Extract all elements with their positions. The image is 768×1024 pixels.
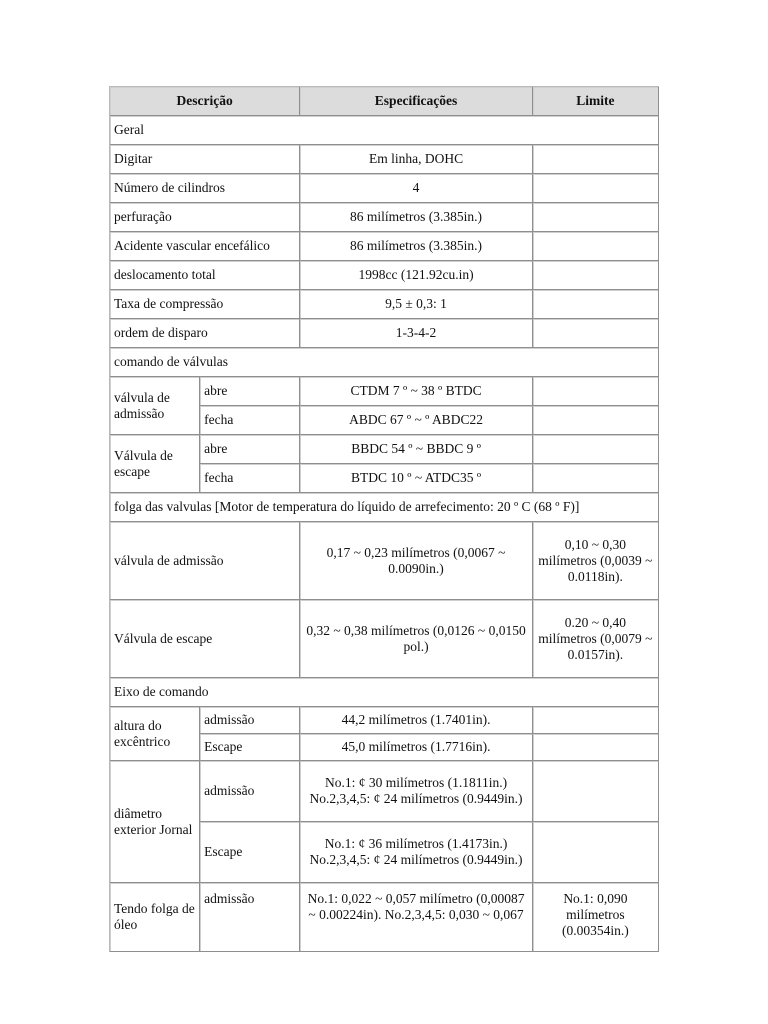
row-group-label: diâmetro exterior Jornal xyxy=(110,761,200,883)
row-label: Acidente vascular encefálico xyxy=(110,232,300,261)
section-valve-timing: comando de válvulas xyxy=(110,348,659,377)
section-valve-clearance: folga das valvulas [Motor de temperatura do líquido de arrefecimento: 20 º C (68 º F)] xyxy=(110,493,659,522)
table-row xyxy=(110,761,659,822)
row-sublabel: admissão xyxy=(200,883,300,952)
row-sublabel: admissão xyxy=(200,761,300,822)
header-limit: Limite xyxy=(533,87,659,116)
row-limit xyxy=(533,319,659,348)
row-value: 45,0 milímetros (1.7716in). xyxy=(300,734,532,761)
row-value: 86 milímetros (3.385in.) xyxy=(300,203,532,232)
row-value: No.1: ¢ 36 milímetros (1.4173in.) No.2,3,4,5: ¢ 24 milímetros (0.9449in.) xyxy=(300,822,532,883)
row-group-label: altura do excêntrico xyxy=(110,707,200,761)
table-row xyxy=(110,435,659,464)
row-value-text: No.1: 0,022 ~ 0,057 milímetro (0,00087 ~ 0.00224in). No.2,3,4,5: 0,030 ~ 0,067 xyxy=(307,891,525,922)
row-label: perfuração xyxy=(110,203,300,232)
row-value: CTDM 7 º ~ 38 º BTDC xyxy=(300,377,532,406)
row-group-label: Válvula de escape xyxy=(110,435,200,493)
row-limit xyxy=(533,203,659,232)
row-value: BBDC 54 º ~ BBDC 9 º xyxy=(300,435,532,464)
row-limit xyxy=(533,261,659,290)
row-limit xyxy=(533,761,659,822)
row-label: válvula de admissão xyxy=(110,522,300,600)
table-row xyxy=(110,707,659,734)
row-value: BTDC 10 º ~ ATDC35 º xyxy=(300,464,532,493)
row-value: 4 xyxy=(300,174,532,203)
row-sublabel: admissão xyxy=(200,707,300,734)
row-value: No.1: ¢ 30 milímetros (1.1811in.) No.2,3,4,5: ¢ 24 milímetros (0.9449in.) xyxy=(300,761,532,822)
row-value: ABDC 67 º ~ º ABDC22 xyxy=(300,406,532,435)
row-limit xyxy=(533,734,659,761)
row-limit: No.1: 0,090 milímetros (0.00354in.) xyxy=(533,883,659,952)
row-value: 44,2 milímetros (1.7401in). xyxy=(300,707,532,734)
row-limit xyxy=(533,406,659,435)
table-row xyxy=(110,261,659,290)
row-limit xyxy=(533,174,659,203)
header-description: Descrição xyxy=(110,87,300,116)
table-row xyxy=(110,883,659,952)
row-limit xyxy=(533,145,659,174)
row-limit xyxy=(533,377,659,406)
table-row xyxy=(110,290,659,319)
table-row xyxy=(110,203,659,232)
row-label: Válvula de escape xyxy=(110,600,300,678)
row-limit xyxy=(533,464,659,493)
row-group-label: Tendo folga de óleo xyxy=(110,883,200,952)
row-limit: 0.20 ~ 0,40 milímetros (0,0079 ~ 0.0157in). xyxy=(533,600,659,678)
table-row xyxy=(110,600,659,678)
row-sublabel: Escape xyxy=(200,734,300,761)
row-label: deslocamento total xyxy=(110,261,300,290)
header-specifications: Especificações xyxy=(300,87,532,116)
row-label: Digitar xyxy=(110,145,300,174)
row-limit xyxy=(533,232,659,261)
row-group-label: válvula de admissão xyxy=(110,377,200,435)
row-sublabel: abre xyxy=(200,435,300,464)
row-value: 1998cc (121.92cu.in) xyxy=(300,261,532,290)
section-general: Geral xyxy=(110,116,659,145)
row-sublabel: fecha xyxy=(200,464,300,493)
row-label: ordem de disparo xyxy=(110,319,300,348)
table-row xyxy=(110,522,659,600)
row-label: Taxa de compressão xyxy=(110,290,300,319)
row-value: Em linha, DOHC xyxy=(300,145,532,174)
table-row xyxy=(110,145,659,174)
row-limit xyxy=(533,822,659,883)
row-value: 0,17 ~ 0,23 milímetros (0,0067 ~ 0.0090in.) xyxy=(300,522,532,600)
row-sublabel: Escape xyxy=(200,822,300,883)
row-limit: 0,10 ~ 0,30 milímetros (0,0039 ~ 0.0118in). xyxy=(533,522,659,600)
engine-spec-table xyxy=(109,86,659,952)
table-row xyxy=(110,377,659,406)
row-value: 1-3-4-2 xyxy=(300,319,532,348)
row-limit xyxy=(533,435,659,464)
table-row xyxy=(110,174,659,203)
row-limit xyxy=(533,290,659,319)
section-camshaft: Eixo de comando xyxy=(110,678,659,707)
row-label: Número de cilindros xyxy=(110,174,300,203)
row-value xyxy=(300,883,532,952)
row-sublabel: fecha xyxy=(200,406,300,435)
table-row xyxy=(110,319,659,348)
row-value: 86 milímetros (3.385in.) xyxy=(300,232,532,261)
row-value: 0,32 ~ 0,38 milímetros (0,0126 ~ 0,0150 pol.) xyxy=(300,600,532,678)
row-limit xyxy=(533,707,659,734)
row-value: 9,5 ± 0,3: 1 xyxy=(300,290,532,319)
row-sublabel: abre xyxy=(200,377,300,406)
table-row xyxy=(110,232,659,261)
